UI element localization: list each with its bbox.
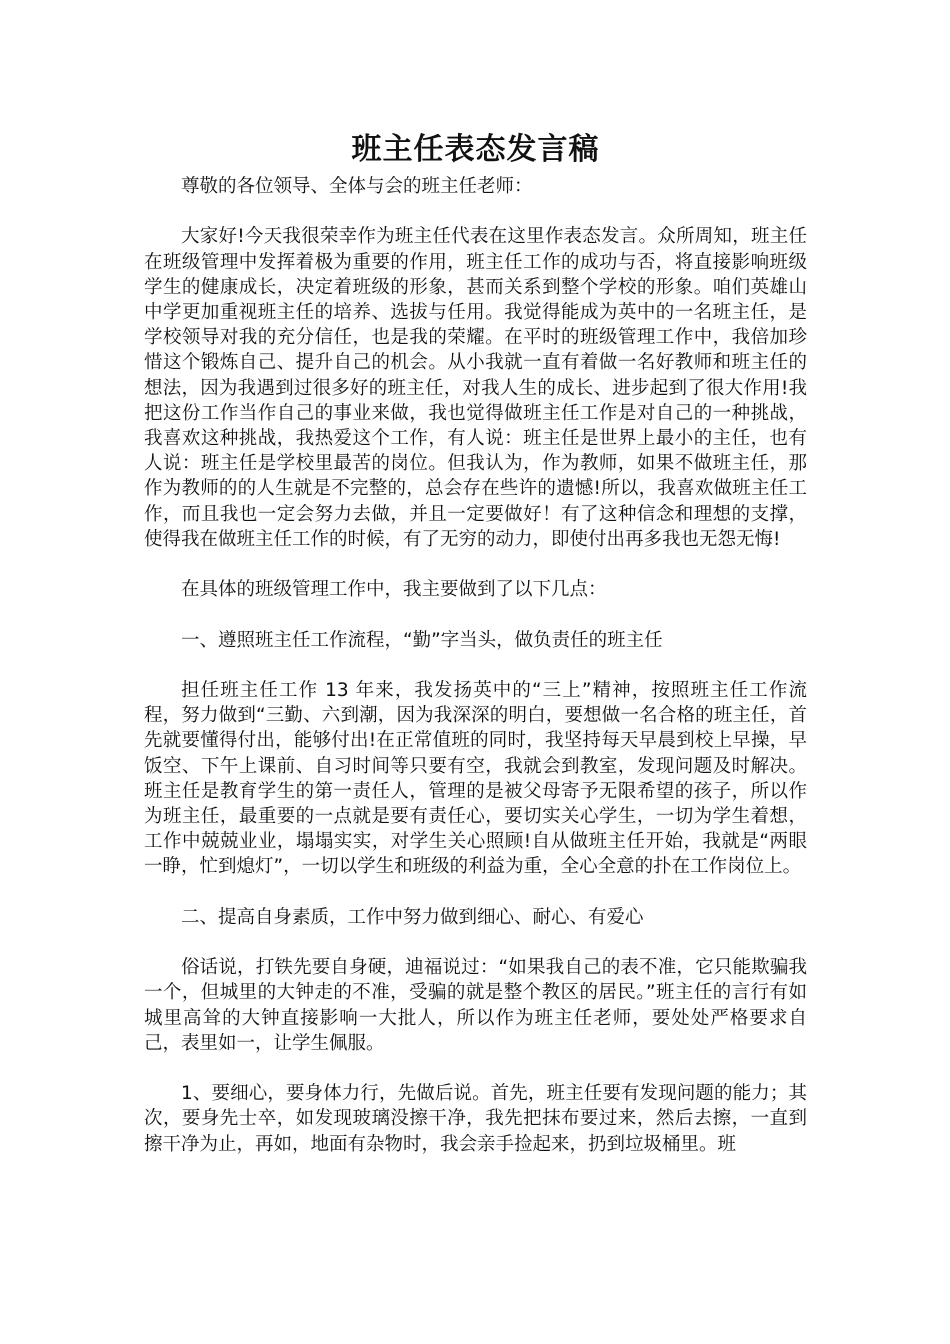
paragraph-section-1: 担任班主任工作 13 年来，我发扬英中的“三上”精神，按照班主任工作流程，努力做到“三勤、六到潮，因为我深深的明白，要想做一名合格的班主任，首先就要懂得付出，能够付出!在正常值班的同时，我坚持每天早晨到校上早操，早饭空、下午上课前、自习时间等只要有空，我就会到教室，发现问题及时解决。班主任是教育学生的第一责任人，管理的是被父母寄予无限希望的孩子，所以作为班主任，最重要的一点就是要有责任心，要切实关心学生，一切为学生着想，工作中兢兢业业，塌塌实实，对学生关心照顾!自从做班主任开始，我就是“两眼一睁，忙到熄灯”，一切以学生和班级的利益为重，全心全意的扑在工作岗位上。: [144, 680, 807, 878]
section-heading-2: 二、提高自身素质，工作中努力做到细心、耐心、有爱心: [181, 906, 644, 928]
paragraph-point-1: 1、要细心，要身体力行，先做后说。首先，班主任要有发现问题的能力；其次，要身先士卒，如发现玻璃没擦干净，我先把抹布要过来，然后去擦，一直到擦干净为止，再如，地面有杂物时，我会亲手捡起来，扔到垃圾桶里。班: [144, 1083, 807, 1155]
section-heading-1: 一、遵照班主任工作流程，“勤”字当头，做负责任的班主任: [181, 629, 663, 651]
paragraph-opening: 大家好!今天我很荣幸作为班主任代表在这里作表态发言。众所周知，班主任在班级管理中发挥着极为重要的作用，班主任工作的成功与否，将直接影响班级学生的健康成长，决定着班级的形象，甚而关系到整个学校的形象。咱们英雄山中学更加重视班主任的培养、选拔与任用。我觉得能成为英中的一名班主任，是学校领导对我的充分信任，也是我的荣耀。在平时的班级管理工作中，我倍加珍惜这个锻炼自己、提升自己的机会。从小我就一直有着做一名好教师和班主任的想法，因为我遇到过很多好的班主任，对我人生的成长、进步起到了很大作用!我把这份工作当作自己的事业来做，我也觉得做班主任工作是对自己的一种挑战，我喜欢这种挑战，我热爱这个工作，有人说：班主任是世界上最小的主任，也有人说：班主任是学校里最苦的岗位。但我认为，作为教师，如果不做班主任，那作为教师的的人生就是不完整的，总会存在些许的遗憾!所以，我喜欢做班主任工作，而且我也一定会努力去做，并且一定要做好！有了这种信念和理想的支撑，使得我在做班主任工作的时候，有了无穷的动力，即使付出再多我也无怨无悔!: [144, 226, 807, 550]
salutation: 尊敬的各位领导、全体与会的班主任老师：: [181, 176, 533, 197]
paragraph-intro-points: 在具体的班级管理工作中，我主要做到了以下几点：: [181, 579, 607, 601]
paragraph-section-2: 俗话说，打铁先要自身硬，迪福说过：“如果我自己的表不准，它只能欺骗我一个，但城里的大钟走的不准，受骗的就是整个教区的居民。”班主任的言行有如城里高耸的大钟直接影响一大批人，所以作为班主任老师，要处处严格要求自己，表里如一，让学生佩服。: [144, 957, 807, 1054]
document-page: [144, 128, 807, 1157]
document-title: 班主任表态发言稿: [351, 132, 600, 167]
